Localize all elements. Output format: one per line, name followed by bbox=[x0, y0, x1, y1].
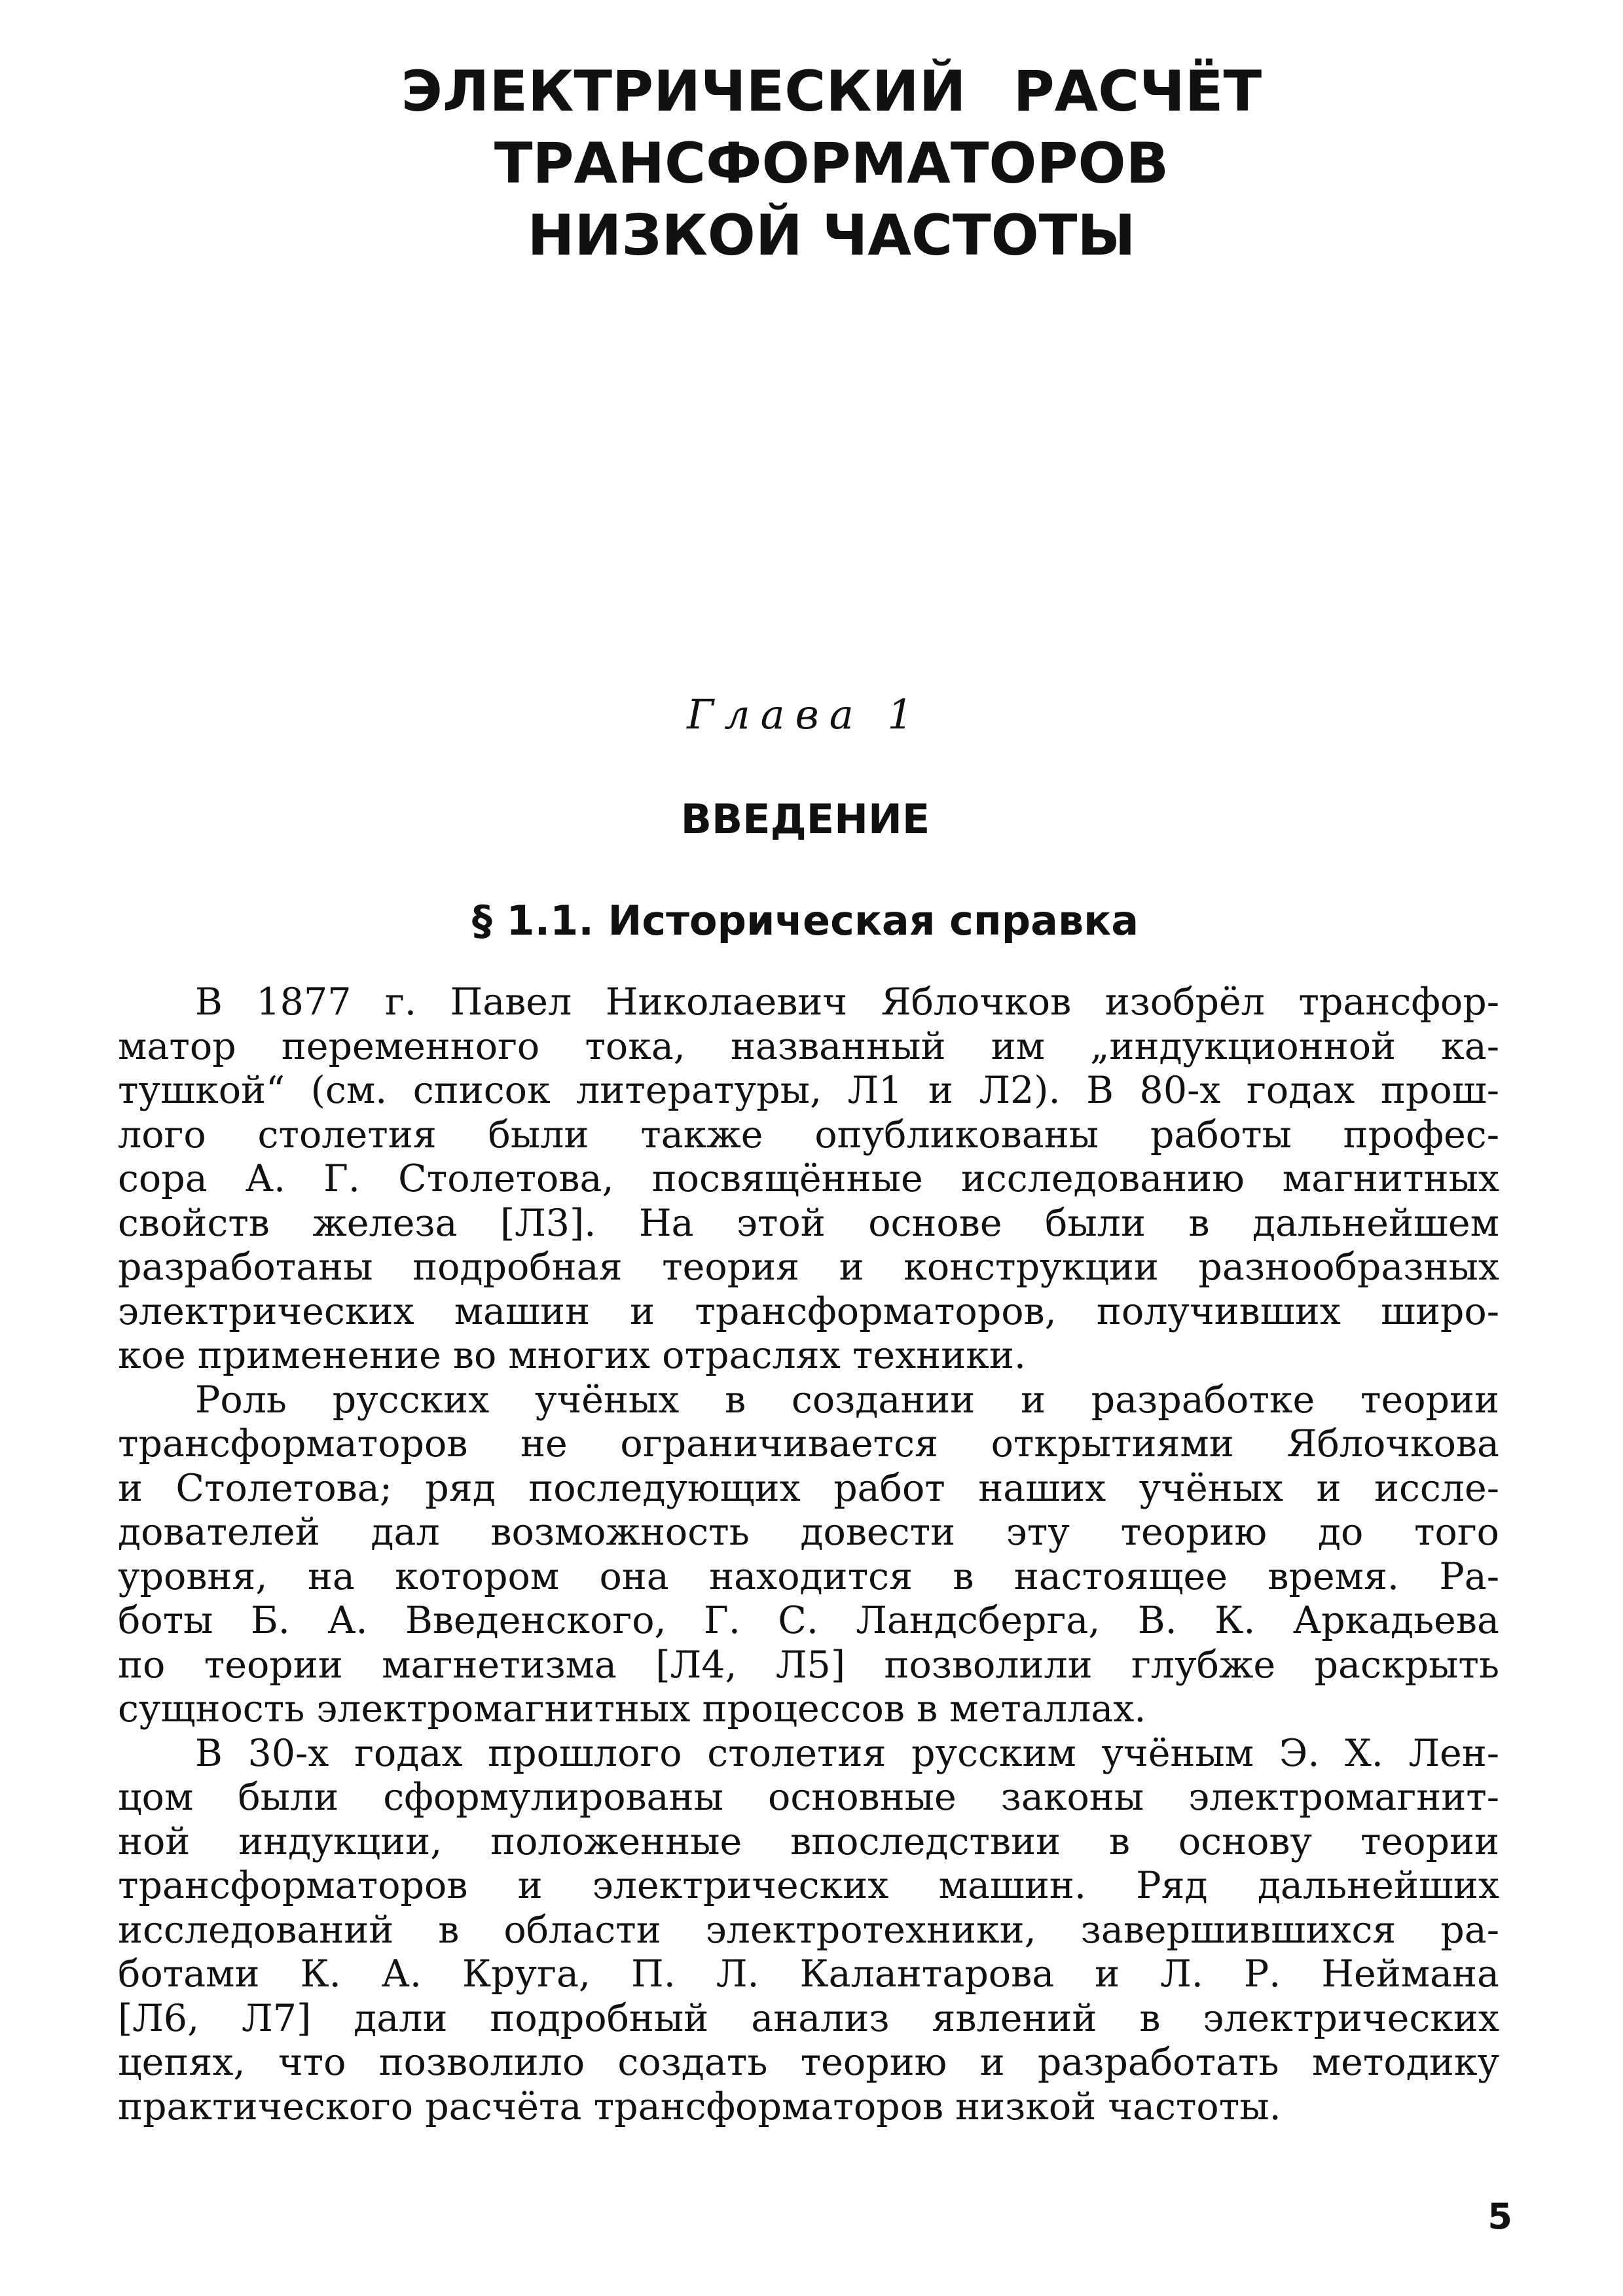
section-title: § 1.1. Историческая справка bbox=[471, 897, 1139, 944]
chapter-title: ВВЕДЕНИЕ bbox=[680, 795, 930, 843]
text-line: и Столетова; ряд последующих работ наших учёных и иссле- bbox=[118, 1466, 1499, 1510]
text-line: цепях, что позволило создать теорию и разработать методику bbox=[118, 2041, 1499, 2084]
text-line: цом были сформулированы основные законы электромагнит- bbox=[118, 1776, 1499, 1819]
paragraph-3 bbox=[118, 1732, 1499, 2130]
text-line: лого столетия были также опубликованы работы профес- bbox=[118, 1113, 1499, 1157]
text-line: Роль русских учёных в создании и разработке теории bbox=[195, 1378, 1499, 1422]
text-line: тушкой“ (см. список литературы, Л1 и Л2). В 80-х годах прош- bbox=[118, 1069, 1499, 1112]
body-text bbox=[118, 980, 1499, 2129]
book-title-line-1: ЭЛЕКТРИЧЕСКИЙ РАСЧЁТ ТРАНСФОРМАТОРОВ bbox=[401, 59, 1262, 196]
text-line: боты Б. А. Введенского, Г. С. Ландсберга, В. К. Аркадьева bbox=[118, 1599, 1499, 1642]
paragraph-2 bbox=[118, 1378, 1499, 1732]
text-line: кое применение во многих отраслях техники. bbox=[118, 1334, 1026, 1377]
text-line: электрических машин и трансформаторов, получивших широ- bbox=[118, 1289, 1499, 1333]
text-line: В 1877 г. Павел Николаевич Яблочков изобрёл трансфор- bbox=[195, 980, 1499, 1024]
chapter-label: Глава 1 bbox=[687, 691, 924, 738]
text-line: разработаны подробная теория и конструкции разнообразных bbox=[118, 1246, 1499, 1289]
text-line: трансформаторов и электрических машин. Ряд дальнейших bbox=[118, 1864, 1499, 1907]
text-line: уровня, на котором она находится в настоящее время. Ра- bbox=[118, 1554, 1499, 1598]
text-line: ботами К. А. Круга, П. Л. Калантарова и Л. Р. Неймана bbox=[118, 1952, 1499, 1996]
text-line: по теории магнетизма [Л4, Л5] позволили глубже раскрыть bbox=[118, 1643, 1499, 1687]
text-line: матор переменного тока, названный им „индукционной ка- bbox=[118, 1024, 1499, 1068]
book-title bbox=[118, 56, 1545, 272]
text-line: В 30-х годах прошлого столетия русским учёным Э. Х. Лен- bbox=[195, 1731, 1499, 1775]
page-number: 5 bbox=[1487, 2196, 1512, 2237]
book-title-line-2: НИЗКОЙ ЧАСТОТЫ bbox=[527, 203, 1136, 268]
text-line: ной индукции, положенные впоследствии в основу теории bbox=[118, 1820, 1499, 1863]
text-line: трансформаторов не ограничивается открытиями Яблочкова bbox=[118, 1422, 1499, 1465]
text-line: [Л6, Л7] дали подробный анализ явлений в электрических bbox=[118, 1996, 1499, 2040]
text-line: свойств железа [Л3]. На этой основе были в дальнейшем bbox=[118, 1201, 1499, 1245]
paragraph-1 bbox=[118, 980, 1499, 1378]
text-line: сора А. Г. Столетова, посвящённые исследованию магнитных bbox=[118, 1157, 1499, 1200]
text-line: дователей дал возможность довести эту теорию до того bbox=[118, 1511, 1499, 1554]
text-line: практического расчёта трансформаторов низкой частоты. bbox=[118, 2085, 1281, 2128]
text-line: сущность электромагнитных процессов в металлах. bbox=[118, 1687, 1146, 1731]
text-line: исследований в области электротехники, завершившихся ра- bbox=[118, 1908, 1499, 1952]
